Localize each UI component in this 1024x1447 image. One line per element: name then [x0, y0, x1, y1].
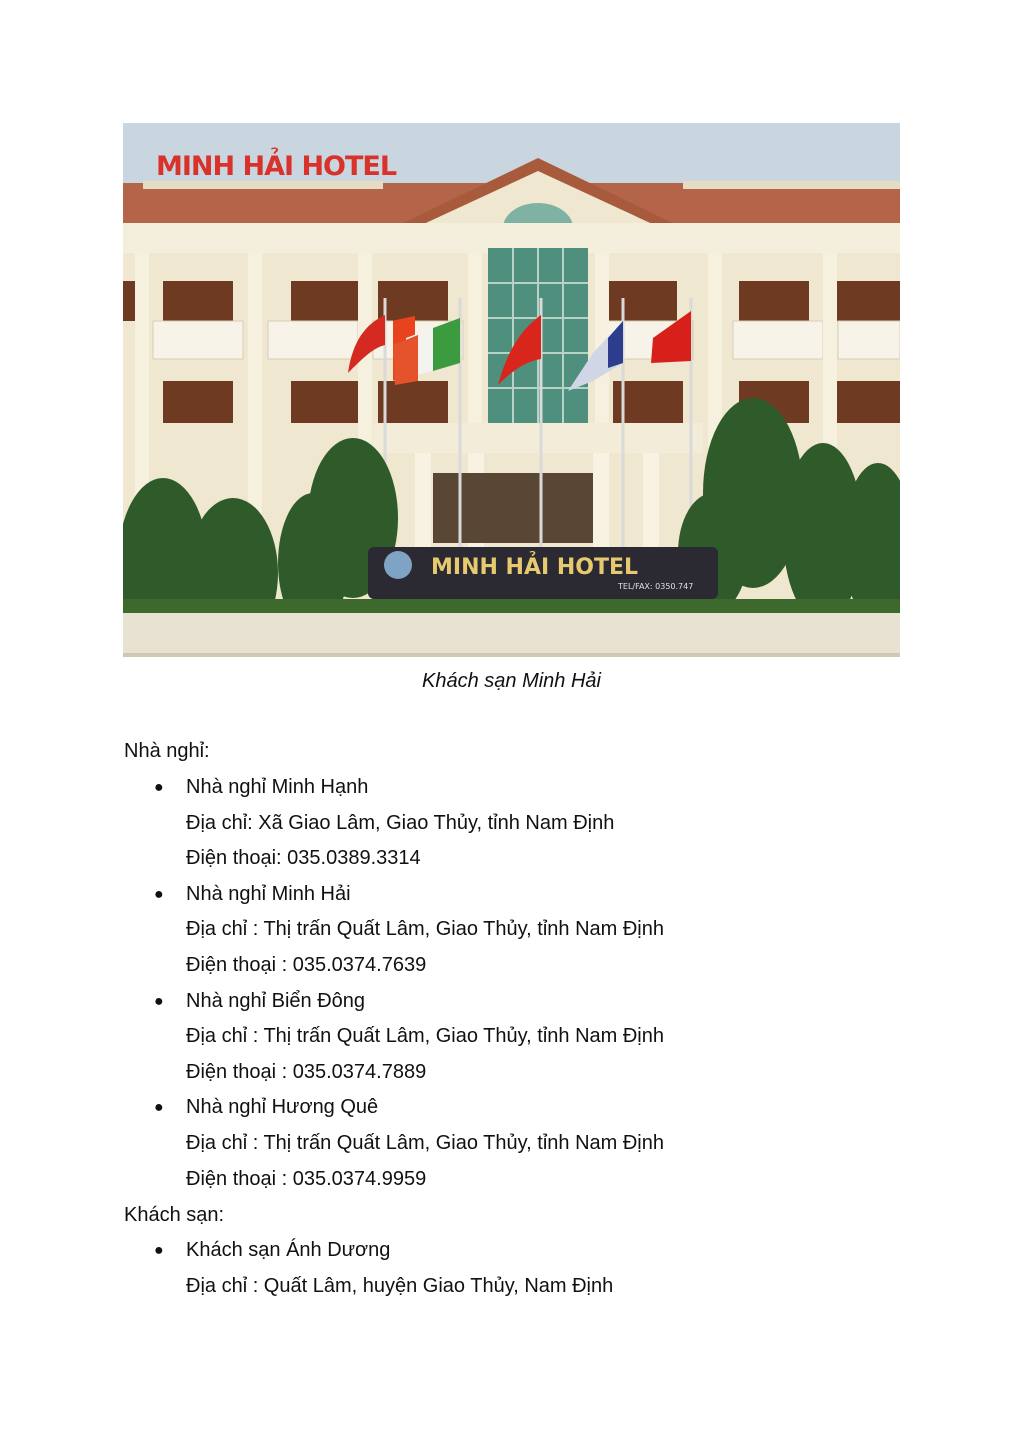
section-heading-nha-nghi: Nhà nghỉ:	[124, 740, 210, 762]
lodging-phone: Điện thoại : 035.0374.9959	[186, 1167, 427, 1190]
hotel-photo	[123, 123, 900, 657]
lodging-name: Nhà nghỉ Hương Quê	[186, 1096, 379, 1119]
list-item	[124, 877, 924, 984]
khach-san-list	[124, 1233, 924, 1304]
lodging-phone: Điện thoại : 035.0374.7639	[186, 953, 427, 976]
lodging-name: Nhà nghỉ Biển Đông	[186, 989, 366, 1012]
ground-sign-phone: TEL/FAX: 0350.747	[618, 582, 694, 591]
photo-caption: Khách sạn Minh Hải	[422, 670, 601, 692]
ground-sign: MINH HẢI HOTEL	[431, 555, 639, 580]
list-item	[124, 1090, 924, 1197]
lodging-phone: Điện thoại: 035.0389.3314	[186, 847, 421, 870]
lodging-address: Địa chỉ : Thị trấn Quất Lâm, Giao Thủy, tỉnh Nam Định	[186, 1131, 664, 1154]
nha-nghi-list	[124, 770, 924, 1197]
list-item	[124, 984, 924, 1091]
bullet-icon: ●	[154, 1242, 164, 1259]
lodging-name: Nhà nghỉ Minh Hạnh	[186, 776, 369, 798]
roof-sign: MINH HẢI HOTEL	[156, 151, 397, 182]
lodging-address: Địa chỉ: Xã Giao Lâm, Giao Thủy, tỉnh Nam Định	[186, 811, 615, 834]
hotel-address: Địa chỉ : Quất Lâm, huyện Giao Thủy, Nam Định	[186, 1274, 614, 1297]
bullet-icon: ●	[154, 1099, 164, 1117]
lodging-address: Địa chỉ : Thị trấn Quất Lâm, Giao Thủy, tỉnh Nam Định	[186, 918, 664, 941]
bullet-icon: ●	[154, 779, 164, 796]
lodging-address: Địa chỉ : Thị trấn Quất Lâm, Giao Thủy, tỉnh Nam Định	[186, 1025, 664, 1048]
lodging-name: Nhà nghỉ Minh Hải	[186, 882, 351, 905]
lodging-phone: Điện thoại : 035.0374.7889	[186, 1060, 427, 1083]
list-item	[124, 1233, 924, 1304]
hotel-name: Khách sạn Ánh Dương	[186, 1239, 391, 1261]
bullet-icon: ●	[154, 992, 164, 1010]
section-heading-khach-san: Khách sạn:	[124, 1204, 225, 1226]
bullet-icon: ●	[154, 885, 164, 903]
list-item	[124, 770, 924, 877]
